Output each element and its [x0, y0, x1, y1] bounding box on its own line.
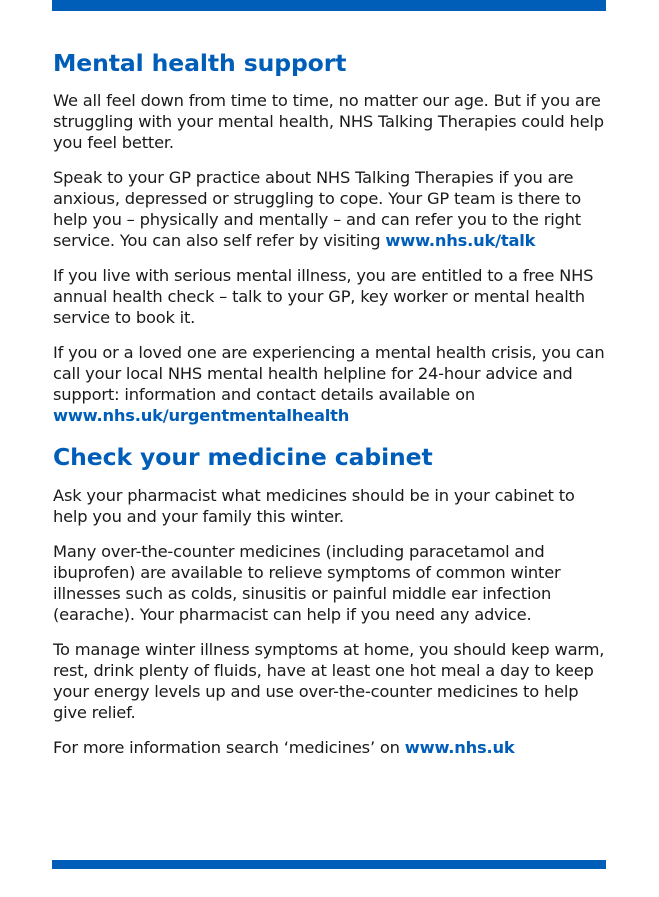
- medicine-paragraph-2: Many over-the-counter medicines (including paracetamol and ibuprofen) are available to relieve symptoms of common winter illnesses such as colds, sinusitis or painful middle ear infection (earache). Your pharmacist can help if you need any advice.: [53, 542, 561, 624]
- urgent-mental-health-link[interactable]: www.nhs.uk/urgentmentalhealth: [53, 406, 350, 425]
- top-accent-bar: [52, 0, 606, 11]
- medicine-paragraph-1: Ask your pharmacist what medicines should be in your cabinet to help you and your family this winter.: [53, 486, 575, 526]
- medicine-paragraph-4: For more information search ‘medicines’ on www.nhs.uk: [53, 738, 515, 757]
- mental-health-paragraph-3: If you live with serious mental illness, you are entitled to a free NHS annual health check – talk to your GP, key worker or mental health service to book it.: [53, 266, 594, 327]
- nhs-uk-link[interactable]: www.nhs.uk: [404, 738, 515, 757]
- page-content: [53, 48, 613, 772]
- medicine-paragraph-3: To manage winter illness symptoms at home, you should keep warm, rest, drink plenty of fluids, have at least one hot meal a day to keep your energy levels up and use over-the-counter medicines to help give relief.: [53, 640, 605, 722]
- mental-health-heading: Mental health support: [53, 49, 347, 77]
- mental-health-paragraph-1: We all feel down from time to time, no matter our age. But if you are struggling with your mental health, NHS Talking Therapies could help you feel better.: [53, 91, 604, 152]
- bottom-accent-bar: [52, 860, 606, 869]
- nhs-talk-link[interactable]: www.nhs.uk/talk: [385, 231, 536, 250]
- mental-health-paragraph-2: Speak to your GP practice about NHS Talking Therapies if you are anxious, depressed or struggling to cope. Your GP team is there to help you – physically and mentally – and can refer you to the right service. You can also self refer by visiting www.nhs.uk/talk: [53, 168, 582, 250]
- medicine-cabinet-heading: Check your medicine cabinet: [53, 443, 433, 471]
- mental-health-paragraph-4: If you or a loved one are experiencing a mental health crisis, you can call your local NHS mental health helpline for 24-hour advice and support: information and contact details available on www.nhs.uk/urgentmentalhealth: [53, 343, 605, 425]
